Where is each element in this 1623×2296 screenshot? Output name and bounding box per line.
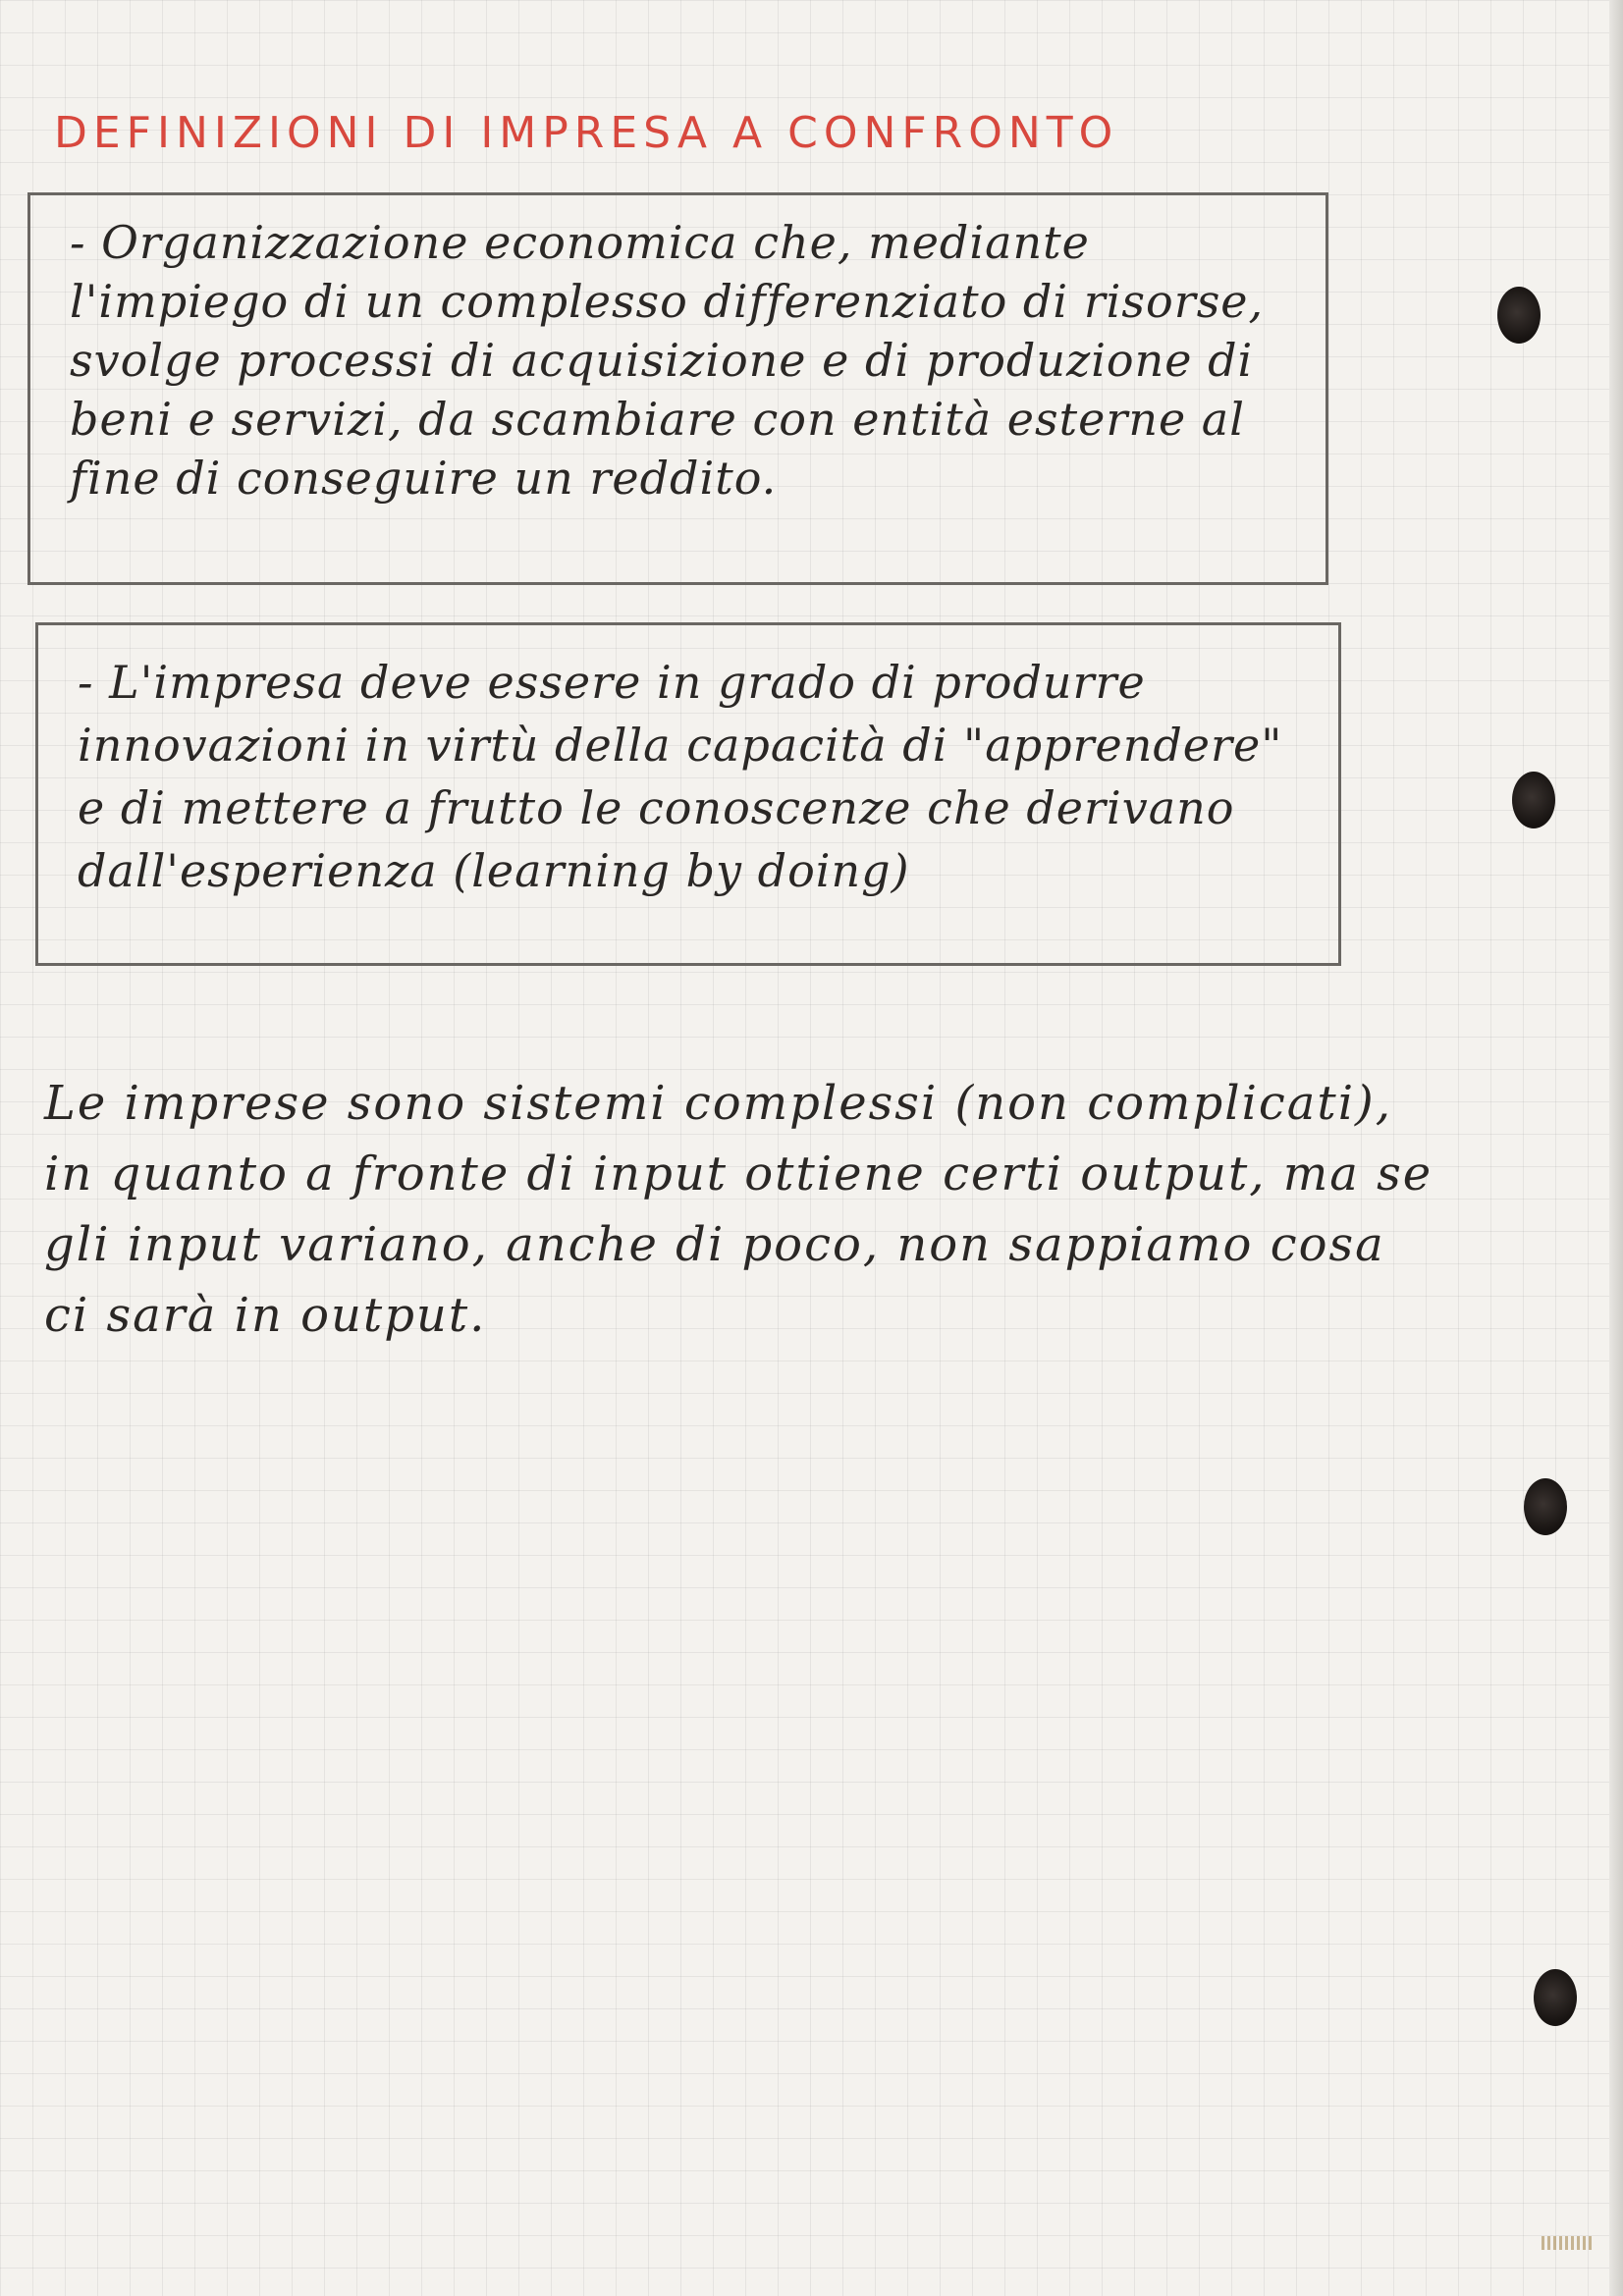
binder-hole-4 [1534,1969,1577,2026]
complex-systems-paragraph: Le imprese sono sistemi complessi (non complicati), in quanto a fronte di input ottiene certi output, ma se gli input variano, anche di poco, non sappiamo cosa ci sarà in output. [44,1076,1434,1343]
definition-text-2: - L'impresa deve essere in grado di produrre innovazioni in virtù della capacità di "apprendere" e di mettere a frutto le conoscenze che derivano dall'esperienza (learning by doing) [78,656,1283,897]
definition-text-1: - Organizzazione economica che, mediante l'impiego di un complesso differenziato di risorse, svolge processi di acquisizione e di produzione di beni e servizi, da scambiare con entità esterne al fine di conseguire un reddito. [70,216,1265,505]
binder-hole-3 [1524,1478,1567,1535]
page-edge [1609,0,1623,2296]
definition-box-2 [35,622,1341,966]
binder-hole-2 [1512,772,1555,828]
paper-brand-mark [1542,2236,1593,2250]
definition-box-1 [27,192,1328,585]
binder-hole-1 [1497,287,1541,344]
page-title: DEFINIZIONI DI IMPRESA A CONFRONTO [54,108,1119,158]
